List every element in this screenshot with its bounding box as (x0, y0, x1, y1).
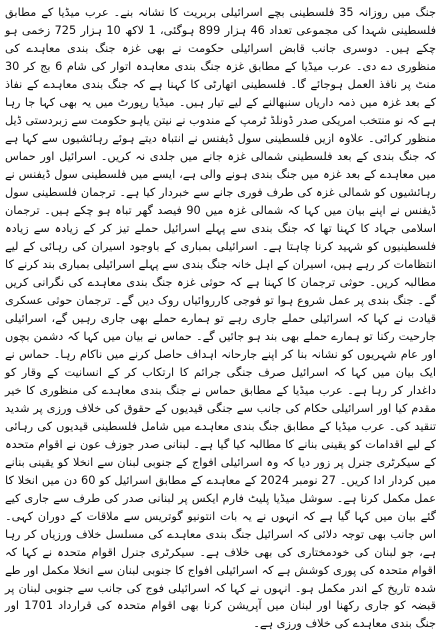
article-body (5, 4, 436, 633)
article-paragraph: جنگ میں روزانہ 35 فلسطینی بچے اسرائیلی بربریت کا نشانہ بنے۔ عرب میڈیا کے مطابق فلسطینی شہدا کی مجموعی تعداد 46 ہزار 899 ہوگئی، 1 لاکھ 10 ہزار 725 زخمی ہو چکے ہیں۔ دوسری جانب قابض اسرائیلی حکومت نے بھی غزہ جنگ بندی معاہدے کی منظوری دے دی۔ عرب میڈیا کے مطابق غزہ جنگ بندی معاہدہ اتوار کی شام 6 بج کر 30 منٹ پر نافذ العمل ہوجائے گا۔ فلسطینی اتھارٹی کا کہنا ہے کہ جنگ بندی معاہدے کے نفاذ کے بعد غزہ میں ذمہ داریاں سنبھالنے کے لیے تیار ہیں۔ میڈیا رپورٹ میں یہ بھی کہا جا رہا ہے کہ نو منتخب امریکی صدر ڈونلڈ ٹرمپ کے مندوب نے نیتن یاہو حکومت سے زبردستی ڈیل منظور کرائی۔ علاوہ ازیں فلسطینی سول ڈیفنس نے انتباہ دیتے ہوئے رہائشیوں سے کہا ہے کہ جنگ بندی کے بعد فلسطینی شمالی غزہ جانے میں جلدی نہ کریں۔ اسرائیل اور حماس میں معاہدے کے بعد غزہ میں جنگ بندی ہونے والی ہے، ایسے میں فلسطینی سول ڈیفنس نے رہائشیوں کو شمالی غزہ کی طرف فوری جانے سے خبردار کیا ہے۔ ترجمان فلسطینی سول ڈیفنس نے اپنے بیان میں کہا کہ شمالی غزہ میں 90 فیصد گھر تباہ ہو چکے ہیں۔ ترجمان اسلامی جہاد کا کہنا تھا کہ جنگ بندی سے پہلے اسرائیل حملے تیز کر کے زیادہ سے زیادہ فلسطینیوں کو شہید کرنا چاہتا ہے۔ اسرائیلی بمباری کے باوجود اسیران کی رہائی کے لیے انتظامات کر رہے ہیں، اسیران کے اہل خانہ جنگ بندی سے پہلے اسرائیلی بمباری بند کرنے کا مطالبہ کریں۔ حوثی ترجمان کا کہنا ہے کہ حوثی غزہ جنگ بندی معاہدے کی نگرانی کریں گے۔ جنگ بندی پر عمل شروع ہوا تو فوجی کارروائیاں روک دیں گے۔ ترجمان حوثی عسکری قیادت نے کہا کہ اسرائیلی حملے جاری رہے تو ہمارے حملے بھی جاری رہیں گے، اسرائیلی جارحیت رکنا تو ہمارے حملے بھی بند ہو جائیں گے۔ حماس نے بیان میں کہا کہ دشمن بچوں اور عام شہریوں کو نشانہ بنا کر اپنے جارحانہ اہداف حاصل کرنے میں ناکام رہا۔ حماس نے ایک بیان میں کہا کہ اسرائیل صرف جنگی جرائم کا ارتکاب کر کے انسانیت کے وقار کو داغدار کر رہا ہے۔ عرب میڈیا کے مطابق حماس نے جنگ بندی معاہدے کی منظوری کا خیر مقدم کیا اور اسرائیلی حکام کی جانب سے جنگی قیدیوں کے حقوق کی خلاف ورزی پر شدید تنقید کی۔ عرب میڈیا کے مطابق جنگ بندی معاہدے میں شامل فلسطینی قیدیوں کی رہائی کے لیے اقدامات کو یقینی بنانے کا مطالبہ کیا گیا ہے۔ لبنانی صدر جوزف عون نے اقوام متحدہ کے سیکرٹری جنرل پر زور دیا کہ وہ اسرائیلی افواج کے جنوبی لبنان سے انخلا کو یقینی بنانے میں کردار ادا کریں۔ 27 نومبر 2024 کے معاہدے کے مطابق اسرائیل کو 60 دن میں انخلا کا عمل مکمل کرنا ہے۔ سوشل میڈیا پلیٹ فارم ایکس پر لبنانی صدر کی طرف سے جاری کیے گئے بیان میں کہا گیا ہے کہ انہوں نے یہ بات انتونیو گوتریس سے ملاقات کے دوران کہی۔ اس جانب بھی توجہ دلائی کہ اسرائیل جنگ بندی معاہدے کی مسلسل خلاف ورزیاں کر رہا ہے، جو لبنان کی خودمختاری کی بھی خلاف ہے۔ سیکرٹری جنرل اقوام متحدہ نے کہا کہ اقوام متحدہ کی پوری کوشش ہے کہ اسرائیلی افواج کا جنوبی لبنان سے انخلا مکمل اور طے شدہ تاریخ کے اندر مکمل ہو۔ انہوں نے کہا کہ اسرائیلی فوج کی جانب سے جنوبی لبنان پر قبضہ کو جاری رکھنا اور لبنان میں آپریشن کرنا بھی اقوام متحدہ کی قرارداد 1701 اور جنگ بندی معاہدے کی خلاف ورزی ہے۔ (5, 6, 436, 631)
